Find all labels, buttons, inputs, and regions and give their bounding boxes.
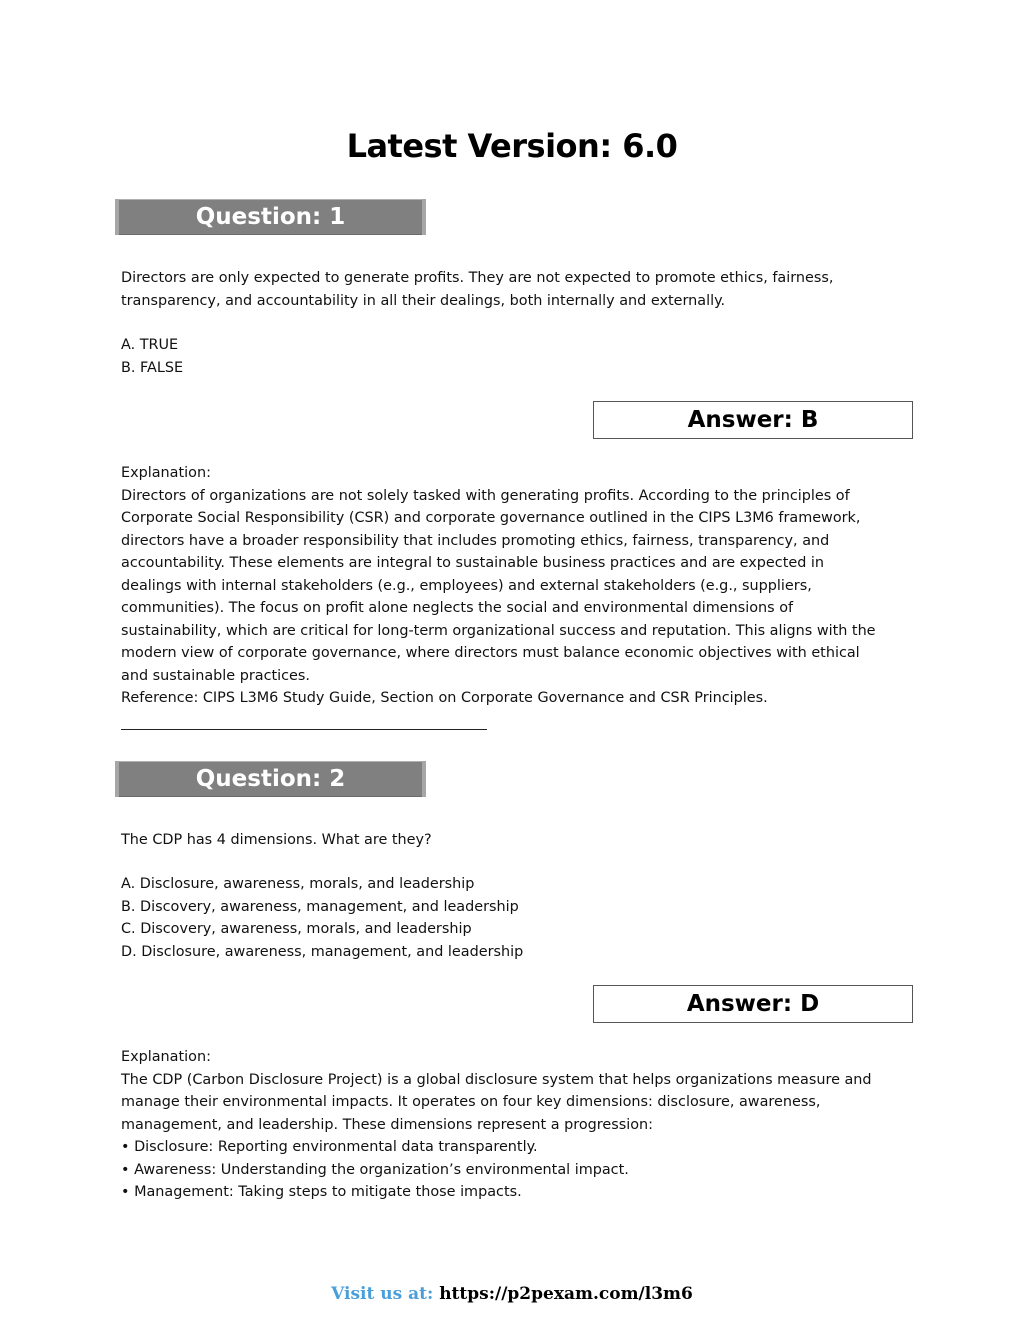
footer-url-link[interactable]: https://p2pexam.com/l3m6 <box>439 1284 693 1304</box>
option-b: B. Discovery, awareness, management, and leadership <box>121 898 519 915</box>
explanation-line: sustainability, which are critical for long-term organizational success and reputation. This aligns with the <box>121 622 876 639</box>
explanation-line: management, and leadership. These dimensions represent a progression: <box>121 1116 653 1133</box>
question-text-line: transparency, and accountability in all their dealings, both internally and externally. <box>121 292 726 309</box>
option-a: A. Disclosure, awareness, morals, and leadership <box>121 876 475 892</box>
explanation-label: Explanation: <box>121 1049 211 1065</box>
reference-line: Reference: CIPS L3M6 Study Guide, Section on Corporate Governance and CSR Principles. <box>121 690 768 706</box>
explanation-line: The CDP (Carbon Disclosure Project) is a global disclosure system that helps organizations measure and <box>121 1071 872 1088</box>
question-2-text <box>121 829 911 852</box>
question-1-answer: Answer: B <box>687 407 819 433</box>
option-a: A. TRUE <box>121 337 179 353</box>
explanation-line: manage their environmental impacts. It operates on four key dimensions: disclosure, awareness, <box>121 1094 821 1110</box>
explanation-line: modern view of corporate governance, where directors must balance economic objectives with ethical <box>121 645 860 661</box>
question-2-label: Question: 2 <box>195 766 346 792</box>
question-2-header <box>115 761 426 797</box>
question-1-answer-box <box>593 401 913 439</box>
question-1-text <box>121 267 911 312</box>
explanation-line: Corporate Social Responsibility (CSR) and corporate governance outlined in the CIPS L3M6 framework, <box>121 510 861 526</box>
option-b: B. FALSE <box>121 359 184 376</box>
option-c: C. Discovery, awareness, morals, and leadership <box>121 921 472 937</box>
section-divider <box>121 729 487 730</box>
explanation-line: directors have a broader responsibility that includes promoting ethics, fairness, transparency, and <box>121 532 830 549</box>
bullet-item: • Disclosure: Reporting environmental data transparently. <box>121 1139 538 1155</box>
explanation-line: communities). The focus on profit alone neglects the social and environmental dimensions of <box>121 600 794 616</box>
question-text-line: Directors are only expected to generate profits. They are not expected to promote ethics, fairness, <box>121 270 834 286</box>
question-1-explanation <box>121 462 911 710</box>
explanation-line: accountability. These elements are integral to sustainable business practices and are expected in <box>121 555 825 571</box>
question-2-answer-box <box>593 985 913 1023</box>
bullet-item: • Management: Taking steps to mitigate those impacts. <box>121 1184 522 1200</box>
question-2-answer: Answer: D <box>686 991 820 1017</box>
question-1-header <box>115 199 426 235</box>
question-2-options <box>121 873 911 963</box>
footer-visit-label: Visit us at: <box>331 1284 434 1304</box>
question-text-line: The CDP has 4 dimensions. What are they? <box>121 832 432 848</box>
footer <box>0 1282 1024 1306</box>
question-2-explanation <box>121 1046 911 1204</box>
question-1-label: Question: 1 <box>195 204 346 230</box>
explanation-line: dealings with internal stakeholders (e.g., employees) and external stakeholders (e.g., suppliers, <box>121 577 812 594</box>
explanation-line: Directors of organizations are not solely tasked with generating profits. According to the principles of <box>121 487 850 504</box>
bullet-item: • Awareness: Understanding the organization’s environmental impact. <box>121 1161 629 1178</box>
explanation-label: Explanation: <box>121 465 211 481</box>
option-d: D. Disclosure, awareness, management, and leadership <box>121 943 524 960</box>
question-1-options <box>121 334 911 379</box>
page-title: Latest Version: 6.0 <box>346 127 678 165</box>
explanation-line: and sustainable practices. <box>121 667 310 684</box>
